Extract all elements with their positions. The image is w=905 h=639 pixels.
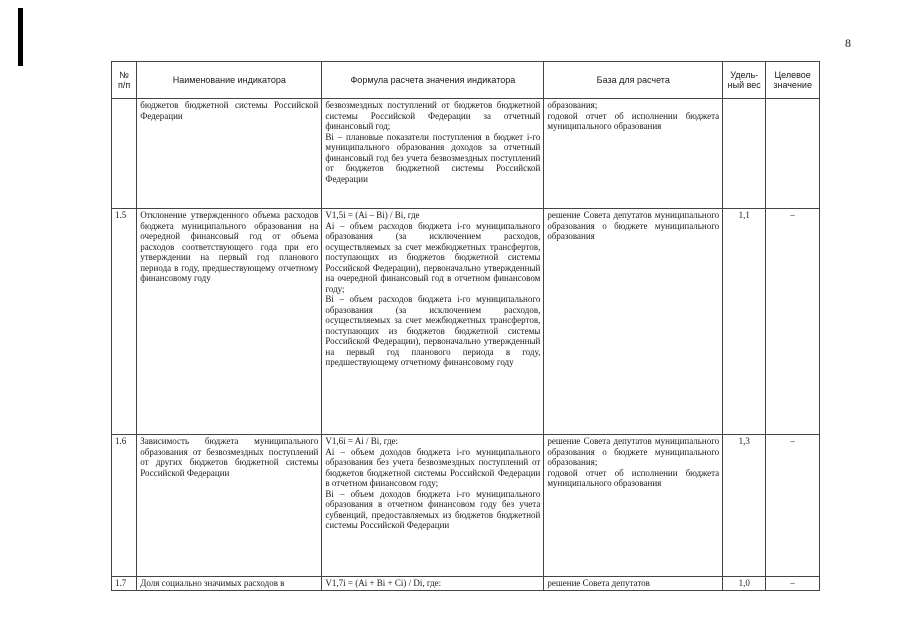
base-line: годовой отчет об исполнении бюджета муниципального образования — [547, 467, 720, 488]
table-row — [112, 577, 820, 591]
formula-line: безвозмездных поступлений от бюджетов бюджетной системы Российской Федерации за отчетный финансовый год; — [325, 100, 541, 131]
indicator-formula — [322, 99, 544, 209]
base-line: решение Совета депутатов — [547, 578, 650, 588]
header-formula: Формула расчета значения индикатора — [322, 62, 544, 99]
target-value — [766, 99, 820, 209]
target-value: – — [766, 577, 820, 591]
formula-line: V1,5i = (Ai – Bi) / Bi, где — [325, 210, 420, 220]
weight-value — [723, 99, 766, 209]
formula-line: Bi – плановые показатели поступления в бюджет i-го муниципального образования доходов за отчетный финансовый год без учета безвозмездных поступлений от бюджетов бюджетной системы Российской Федерации — [325, 131, 541, 184]
row-num — [112, 99, 137, 209]
indicator-formula — [322, 435, 544, 577]
calculation-base — [544, 209, 723, 435]
indicator-name: Доля социально значимых расходов в — [137, 577, 322, 591]
calculation-base — [544, 577, 723, 591]
weight-value: 1,3 — [723, 435, 766, 577]
row-num: 1.7 — [112, 577, 137, 591]
indicator-name: бюджетов бюджетной системы Российской Федерации — [137, 99, 322, 209]
header-num: № п/п — [112, 62, 137, 99]
table-row — [112, 209, 820, 435]
scan-artifact-bar — [18, 8, 23, 66]
indicator-formula — [322, 209, 544, 435]
target-value: – — [766, 435, 820, 577]
formula-line: V1,6i = Ai / Bi, где: — [325, 436, 399, 446]
page-number: 8 — [845, 36, 851, 50]
formula-line: V1,7i = (Ai + Bi + Ci) / Di, где: — [325, 578, 442, 588]
header-base: База для расчета — [544, 62, 723, 99]
calculation-base — [544, 435, 723, 577]
indicator-name: Отклонение утвержденного объема расходов бюджета муниципального образования на очередной финансовый год от объема расходов соответствующего года при его утверждении на первый год планового периода в году, предшествующему отчетному финансовому году — [137, 209, 322, 435]
calculation-base — [544, 99, 723, 209]
row-num: 1.5 — [112, 209, 137, 435]
indicators-table — [111, 61, 820, 591]
formula-line: Bi – объем расходов бюджета i-го муниципального образования (за исключением расходов, осуществляемых за счет межбюджетных трансфертов, поступающих из бюджетов бюджетной системы Российской Федерации), первоначально утвержденный на первый год планового периода в году, предшествующему отчетному финансовому году — [325, 294, 541, 367]
base-line: решение Совета депутатов муниципального образования о бюджете муниципального образования — [547, 210, 720, 241]
table-header-row — [112, 62, 820, 99]
target-value: – — [766, 209, 820, 435]
header-target: Целевое значение — [766, 62, 820, 99]
header-weight: Удель-ный вес — [723, 62, 766, 99]
formula-line: Bi – объем доходов бюджета i-го муниципального образования в отчетном финансовом году без учета субвенций, предоставляемых из бюджетов бюджетной системы Российской Федерации — [325, 488, 541, 530]
base-line: образования; — [547, 100, 598, 110]
formula-line: Ai – объем доходов бюджета i-го муниципального образования без учета безвозмездных поступлений от бюджетов бюджетной системы Российской Федерации в отчетном финансовом году; — [325, 446, 541, 488]
table-row — [112, 435, 820, 577]
weight-value: 1,1 — [723, 209, 766, 435]
base-line: годовой отчет об исполнении бюджета муниципального образования — [547, 110, 720, 131]
weight-value: 1,0 — [723, 577, 766, 591]
row-num: 1.6 — [112, 435, 137, 577]
formula-line: Ai – объем расходов бюджета i-го муниципального образования (за исключением расходов, осуществляемых за счет межбюджетных трансфертов, поступающих из бюджетов бюджетной системы Российской Федерации), первоначально утвержденный на очередной финансовый год в отчетном финансовом году; — [325, 220, 541, 294]
header-name: Наименование индикатора — [137, 62, 322, 99]
indicator-name: Зависимость бюджета муниципального образования от безвозмездных поступлений от других бюджетов бюджетной системы Российской Федерации — [137, 435, 322, 577]
base-line: решение Совета депутатов муниципального образования о бюджете муниципального образования; — [547, 436, 720, 467]
table-row — [112, 99, 820, 209]
indicator-formula — [322, 577, 544, 591]
